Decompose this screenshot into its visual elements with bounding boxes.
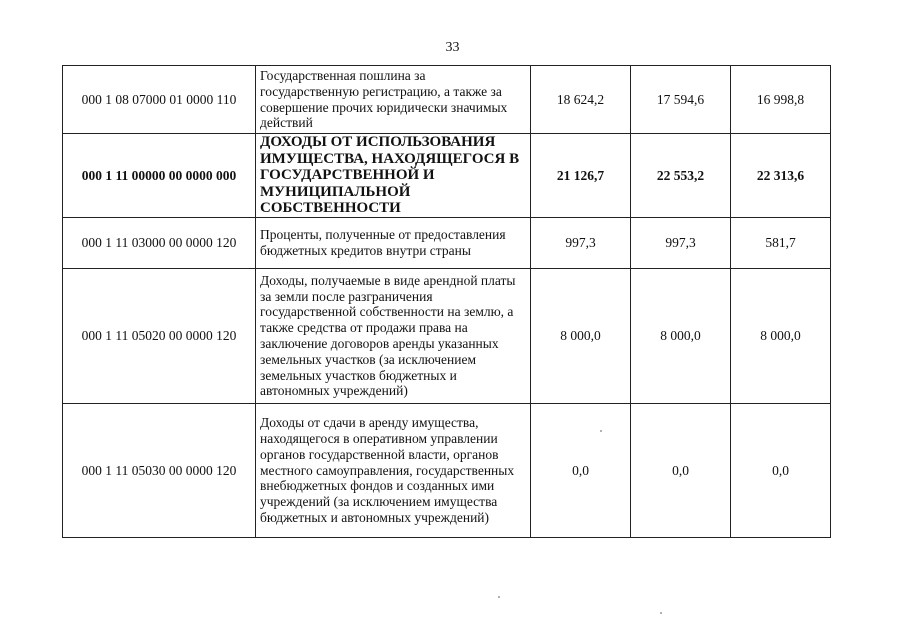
value-cell-1: 997,3 <box>531 218 631 269</box>
description-cell: Государственная пошлина за государственную регистрацию, а также за совершение прочих юридически значимых действий <box>256 66 531 134</box>
budget-code-cell: 000 1 11 05020 00 0000 120 <box>63 269 256 404</box>
description-cell: Проценты, полученные от предоставления бюджетных кредитов внутри страны <box>256 218 531 269</box>
value-cell-1: 18 624,2 <box>531 66 631 134</box>
value-cell-2: 8 000,0 <box>631 269 731 404</box>
table-row <box>63 134 831 218</box>
page-number: 33 <box>445 40 460 55</box>
table-row <box>63 218 831 269</box>
scan-speck <box>498 596 500 598</box>
description-cell: Доходы от сдачи в аренду имущества, находящегося в оперативном управлении органов государственной власти, органов местного самоуправления, государственных внебюджетных фондов и созданных ими учреждений (за исключением имущества бюджетных и автономных учреждений) <box>256 404 531 538</box>
value-cell-2: 997,3 <box>631 218 731 269</box>
value-cell-1: 0,0 <box>531 404 631 538</box>
value-cell-3: 0,0 <box>731 404 831 538</box>
budget-code-cell: 000 1 11 05030 00 0000 120 <box>63 404 256 538</box>
scan-speck <box>600 430 602 432</box>
description-cell: Доходы, получаемые в виде арендной платы за земли после разграничения государственной собственности на землю, а также средства от продажи права на заключение договоров аренды указанных земельных участков (за исключением земельных участков бюджетных и автономных учреждений) <box>256 269 531 404</box>
table-row <box>63 404 831 538</box>
budget-code-cell: 000 1 11 00000 00 0000 000 <box>63 134 256 218</box>
table-row <box>63 269 831 404</box>
value-cell-2: 0,0 <box>631 404 731 538</box>
budget-code-cell: 000 1 08 07000 01 0000 110 <box>63 66 256 134</box>
value-cell-2: 22 553,2 <box>631 134 731 218</box>
revenue-table <box>62 65 831 538</box>
description-cell: ДОХОДЫ ОТ ИСПОЛЬЗОВАНИЯ ИМУЩЕСТВА, НАХОДЯЩЕГОСЯ В ГОСУДАРСТВЕННОЙ И МУНИЦИПАЛЬНОЙ СОБСТВЕННОСТИ <box>256 134 531 218</box>
value-cell-3: 22 313,6 <box>731 134 831 218</box>
budget-code-cell: 000 1 11 03000 00 0000 120 <box>63 218 256 269</box>
value-cell-1: 21 126,7 <box>531 134 631 218</box>
value-cell-3: 8 000,0 <box>731 269 831 404</box>
value-cell-1: 8 000,0 <box>531 269 631 404</box>
value-cell-2: 17 594,6 <box>631 66 731 134</box>
scan-speck <box>660 612 662 614</box>
value-cell-3: 16 998,8 <box>731 66 831 134</box>
table-row <box>63 66 831 134</box>
value-cell-3: 581,7 <box>731 218 831 269</box>
